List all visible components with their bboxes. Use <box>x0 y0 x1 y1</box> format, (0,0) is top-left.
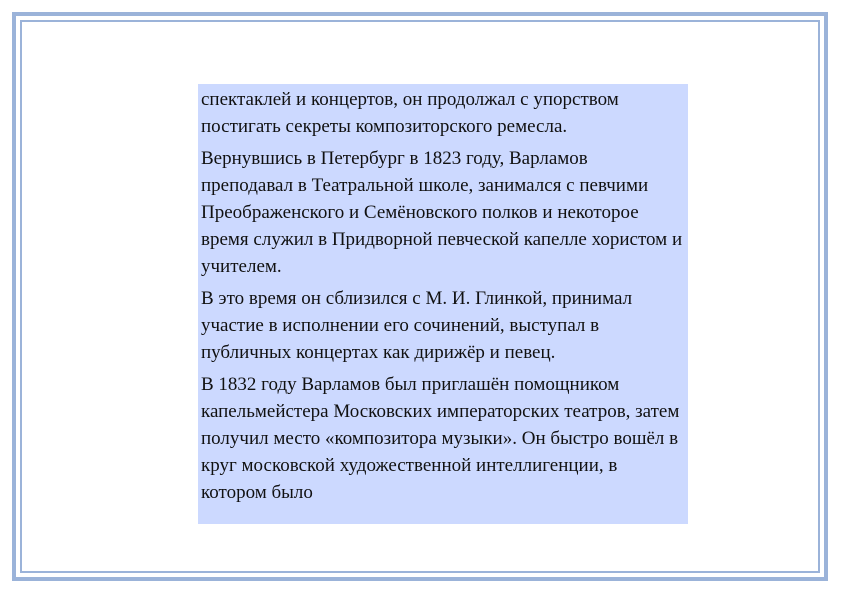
paragraph-4: В 1832 году Варламов был приглашён помощником капельмейстера Московских императорских театров, затем получил место «композитора музыки». Он быстро вошёл в круг московской художественной интеллигенции, в котором было <box>201 374 680 503</box>
paragraph-1: спектаклей и концертов, он продолжал с упорством постигать секреты композиторского ремесла. <box>201 89 619 137</box>
text-block <box>198 84 688 524</box>
paragraph-3: В это время он сблизился с М. И. Глинкой, принимал участие в исполнении его сочинений, выступал в публичных концертах как дирижёр и певец. <box>201 288 633 363</box>
paragraph-2: Вернувшись в Петербург в 1823 году, Варламов преподавал в Театральной школе, занимался с певчими Преображенского и Семёновского полков и некоторое время служил в Придворной певческой капелле хористом и учителем. <box>201 148 683 277</box>
